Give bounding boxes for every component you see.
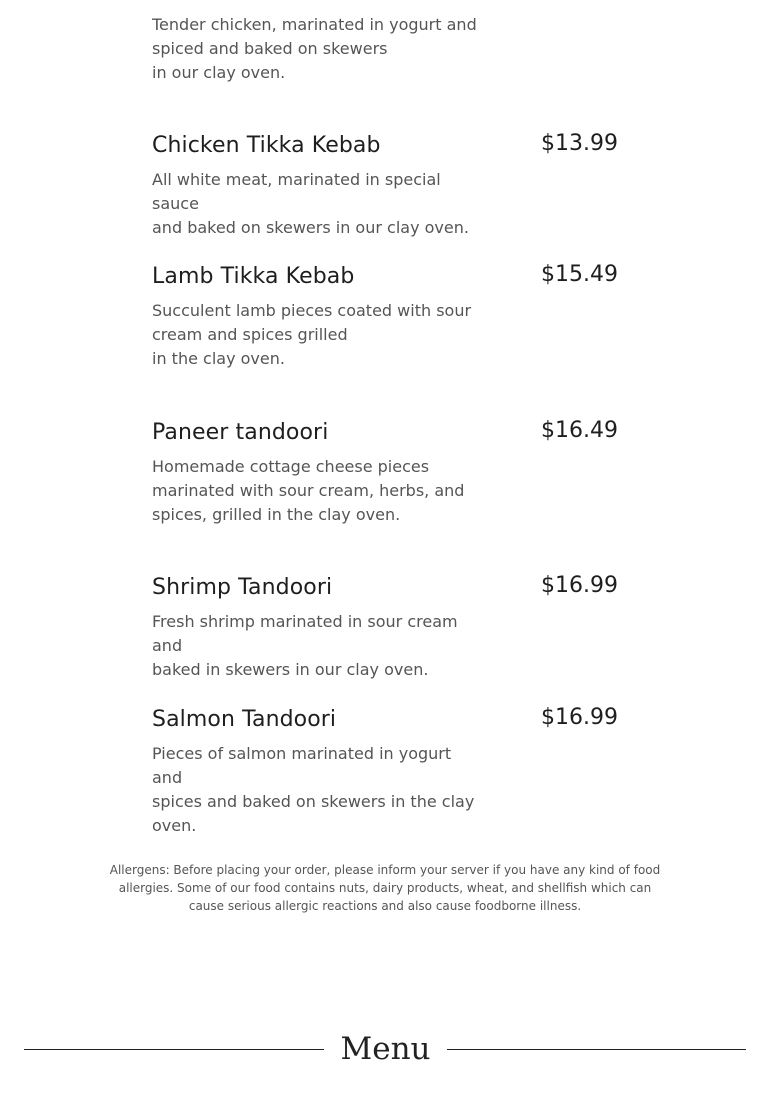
menu-item-name: Chicken Tikka Kebab — [152, 133, 381, 158]
menu-item-price: $16.99 — [541, 573, 618, 598]
menu-item-name: Salmon Tandoori — [152, 707, 337, 732]
menu-item-name: Shrimp Tandoori — [152, 575, 333, 600]
menu-item-price: $15.49 — [541, 262, 618, 287]
allergens-notice: Allergens: Before placing your order, please inform your server if you have any kind of food allergies. Some of our food contains nuts, dairy products, wheat, and shellfish which can cause serious allergic reactions and also cause foodborne illness. — [109, 863, 661, 913]
menu-item-description: Tender chicken, marinated in yogurt and spiced and baked on skewers in our clay oven. — [152, 15, 477, 82]
section-heading: Menu — [340, 1031, 431, 1067]
menu-item-chicken-tikka-kebab — [152, 132, 618, 240]
menu-item-description: Homemade cottage cheese pieces marinated with sour cream, herbs, and spices, grilled in the clay oven. — [152, 457, 465, 524]
menu-item-name: Paneer tandoori — [152, 420, 329, 445]
menu-item-price: $16.49 — [541, 418, 618, 443]
menu-item-description: All white meat, marinated in special sauce and baked on skewers in our clay oven. — [152, 170, 469, 237]
menu-item-shrimp-tandoori — [152, 574, 618, 682]
menu-item-salmon-tandoori — [152, 706, 618, 838]
menu-item-price: $13.99 — [541, 131, 618, 156]
menu-item-description: Succulent lamb pieces coated with sour cream and spices grilled in the clay oven. — [152, 301, 472, 368]
menu-item-description: Fresh shrimp marinated in sour cream and baked in skewers in our clay oven. — [152, 612, 458, 679]
menu-item-lamb-tikka-kebab — [152, 263, 618, 371]
menu-item-price: $16.99 — [541, 705, 618, 730]
menu-item-name: Lamb Tikka Kebab — [152, 264, 355, 289]
menu-item-paneer-tandoori — [152, 419, 618, 527]
menu-item-description: Pieces of salmon marinated in yogurt and spices and baked on skewers in the clay oven. — [152, 744, 475, 835]
section-divider-left — [24, 1049, 324, 1050]
section-divider-right — [447, 1049, 746, 1050]
